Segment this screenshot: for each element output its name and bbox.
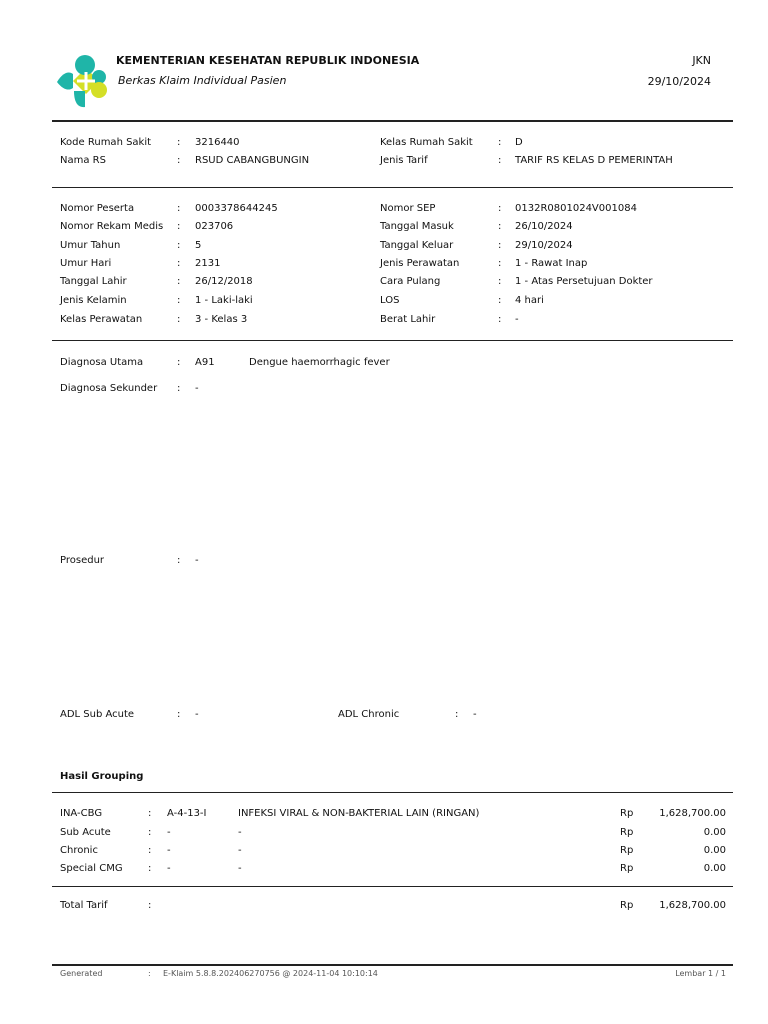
- total-tarif-label: Total Tarif: [60, 900, 108, 911]
- page-number: Lembar 1 / 1: [675, 969, 726, 978]
- nama-rs-label: Nama RS: [60, 155, 106, 166]
- adl-chronic-sep: :: [455, 709, 459, 720]
- grouping-row-desc: -: [238, 845, 242, 856]
- patient-right-value: 0132R0801024V001084: [515, 203, 637, 214]
- grouping-row-currency: Rp: [620, 827, 634, 838]
- diagnosa-utama-code: A91: [195, 357, 215, 368]
- patient-right-value: 26/10/2024: [515, 221, 573, 232]
- grouping-row-amount: 0.00: [703, 845, 726, 856]
- program-label: JKN: [692, 54, 711, 67]
- prosedur-label: Prosedur: [60, 555, 105, 566]
- generated-label: Generated: [60, 969, 103, 978]
- patient-right-label: Nomor SEP: [380, 203, 436, 214]
- grouping-row-code: -: [167, 827, 171, 838]
- prosedur-value: -: [195, 555, 199, 566]
- patient-left-sep: :: [177, 276, 181, 287]
- patient-right-label: Cara Pulang: [380, 276, 441, 287]
- ministry-title: KEMENTERIAN KESEHATAN REPUBLIK INDONESIA: [116, 54, 420, 67]
- grouping-row-label: Special CMG: [60, 863, 123, 874]
- patient-left-label: Kelas Perawatan: [60, 314, 143, 325]
- patient-left-sep: :: [177, 295, 181, 306]
- kode-rs-value: 3216440: [195, 137, 240, 148]
- grouping-row-amount: 0.00: [703, 863, 726, 874]
- patient-left-sep: :: [177, 221, 181, 232]
- adl-sub-acute-value: -: [195, 709, 199, 720]
- patient-left-label: Umur Tahun: [60, 240, 121, 251]
- patient-left-value: 2131: [195, 258, 221, 269]
- hospital-divider: [52, 187, 733, 188]
- grouping-row-currency: Rp: [620, 845, 634, 856]
- patient-right-label: Jenis Perawatan: [380, 258, 460, 269]
- kode-rs-label: Kode Rumah Sakit: [60, 137, 152, 148]
- footer-divider: [52, 964, 733, 966]
- diagnosa-sekunder-label: Diagnosa Sekunder: [60, 383, 158, 394]
- prosedur-sep: :: [177, 555, 181, 566]
- document-subtitle: Berkas Klaim Individual Pasien: [118, 74, 287, 87]
- patient-right-sep: :: [498, 221, 502, 232]
- patient-right-label: Berat Lahir: [380, 314, 436, 325]
- grouping-row-sep: :: [148, 808, 152, 819]
- patient-left-value: 1 - Laki-laki: [195, 295, 253, 306]
- kode-rs-sep: :: [177, 137, 181, 148]
- diagnosa-utama-desc: Dengue haemorrhagic fever: [249, 357, 390, 368]
- grouping-row-desc: -: [238, 863, 242, 874]
- patient-right-label: Tanggal Masuk: [380, 221, 454, 232]
- patient-right-label: LOS: [380, 295, 400, 306]
- patient-right-sep: :: [498, 276, 502, 287]
- generated-sep: :: [148, 969, 151, 978]
- patient-left-value: 5: [195, 240, 202, 251]
- patient-left-label: Nomor Peserta: [60, 203, 135, 214]
- grouping-row-code: -: [167, 845, 171, 856]
- adl-chronic-value: -: [473, 709, 477, 720]
- grouping-row-amount: 1,628,700.00: [659, 808, 726, 819]
- patient-right-sep: :: [498, 203, 502, 214]
- patient-left-value: 26/12/2018: [195, 276, 253, 287]
- generated-value: E-Klaim 5.8.8.202406270756 @ 2024-11-04 10:10:14: [163, 969, 378, 978]
- patient-right-value: 4 hari: [515, 295, 544, 306]
- jenis-tarif-sep: :: [498, 155, 502, 166]
- total-divider: [52, 886, 733, 887]
- patient-left-value: 0003378644245: [195, 203, 278, 214]
- total-tarif-currency: Rp: [620, 900, 634, 911]
- patient-right-value: 1 - Rawat Inap: [515, 258, 588, 269]
- grouping-title: Hasil Grouping: [60, 771, 144, 782]
- diagnosa-utama-sep: :: [177, 357, 181, 368]
- patient-right-value: 1 - Atas Persetujuan Dokter: [515, 276, 653, 287]
- patient-left-sep: :: [177, 258, 181, 269]
- grouping-row-code: -: [167, 863, 171, 874]
- grouping-row-code: A-4-13-I: [167, 808, 207, 819]
- patient-right-sep: :: [498, 258, 502, 269]
- grouping-row-label: Sub Acute: [60, 827, 111, 838]
- kelas-rs-sep: :: [498, 137, 502, 148]
- total-tarif-amount: 1,628,700.00: [659, 900, 726, 911]
- diagnosa-sekunder-value: -: [195, 383, 199, 394]
- kelas-rs-label: Kelas Rumah Sakit: [380, 137, 473, 148]
- grouping-row-desc: -: [238, 827, 242, 838]
- grouping-divider: [52, 792, 733, 793]
- patient-left-value: 023706: [195, 221, 234, 232]
- patient-divider: [52, 340, 733, 341]
- patient-left-sep: :: [177, 203, 181, 214]
- patient-left-value: 3 - Kelas 3: [195, 314, 248, 325]
- grouping-row-sep: :: [148, 863, 152, 874]
- patient-right-value: 29/10/2024: [515, 240, 573, 251]
- patient-right-value: -: [515, 314, 519, 325]
- patient-left-label: Umur Hari: [60, 258, 112, 269]
- patient-right-sep: :: [498, 295, 502, 306]
- jenis-tarif-label: Jenis Tarif: [380, 155, 428, 166]
- kemenkes-logo: [55, 54, 109, 110]
- header-divider: [52, 120, 733, 122]
- kelas-rs-value: D: [515, 137, 523, 148]
- adl-sub-acute-sep: :: [177, 709, 181, 720]
- adl-chronic-label: ADL Chronic: [338, 709, 400, 720]
- grouping-row-sep: :: [148, 845, 152, 856]
- patient-left-sep: :: [177, 314, 181, 325]
- grouping-row-label: INA-CBG: [60, 808, 103, 819]
- grouping-row-sep: :: [148, 827, 152, 838]
- diagnosa-sekunder-sep: :: [177, 383, 181, 394]
- grouping-row-currency: Rp: [620, 863, 634, 874]
- grouping-row-amount: 0.00: [703, 827, 726, 838]
- document-date: 29/10/2024: [647, 75, 711, 88]
- grouping-row-currency: Rp: [620, 808, 634, 819]
- grouping-row-desc: INFEKSI VIRAL & NON-BAKTERIAL LAIN (RINGAN): [238, 808, 480, 819]
- grouping-row-label: Chronic: [60, 845, 98, 856]
- jenis-tarif-value: TARIF RS KELAS D PEMERINTAH: [515, 155, 673, 166]
- total-tarif-sep: :: [148, 900, 152, 911]
- diagnosa-utama-label: Diagnosa Utama: [60, 357, 144, 368]
- patient-right-sep: :: [498, 314, 502, 325]
- patient-left-label: Jenis Kelamin: [60, 295, 127, 306]
- nama-rs-sep: :: [177, 155, 181, 166]
- patient-left-sep: :: [177, 240, 181, 251]
- adl-sub-acute-label: ADL Sub Acute: [60, 709, 135, 720]
- patient-right-sep: :: [498, 240, 502, 251]
- patient-right-label: Tanggal Keluar: [380, 240, 454, 251]
- nama-rs-value: RSUD CABANGBUNGIN: [195, 155, 310, 166]
- patient-left-label: Tanggal Lahir: [60, 276, 127, 287]
- patient-left-label: Nomor Rekam Medis: [60, 221, 164, 232]
